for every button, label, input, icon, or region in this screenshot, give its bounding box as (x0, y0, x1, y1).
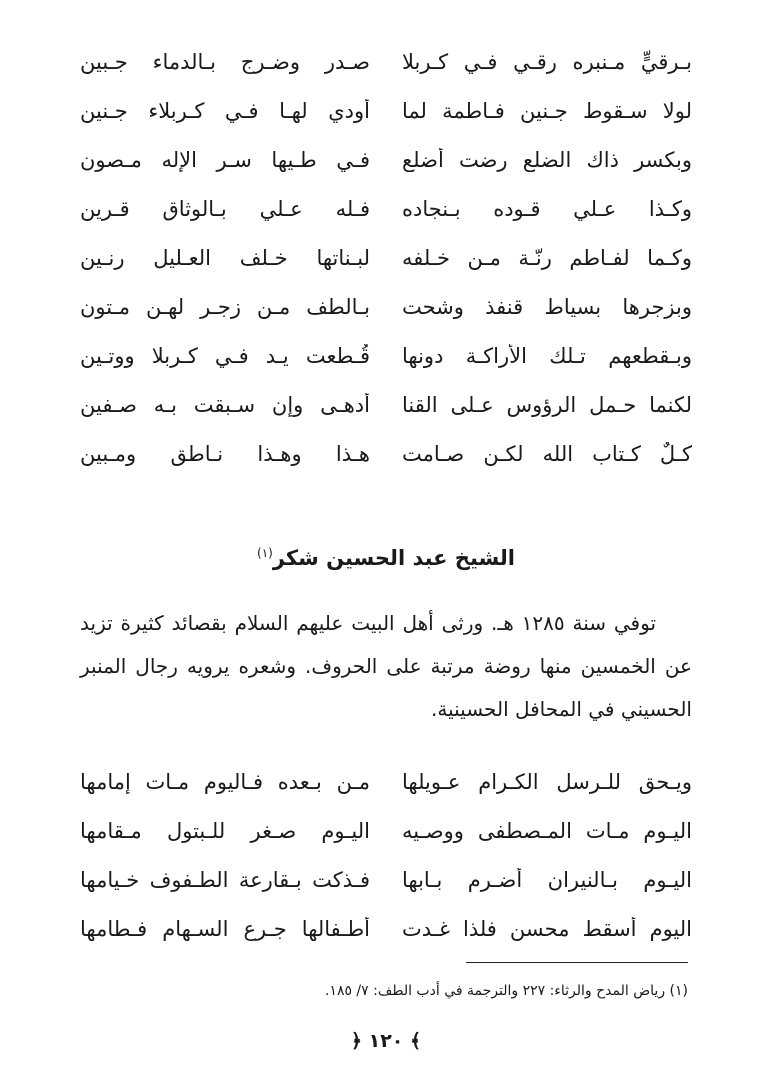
verse-first-hemistich: بـرقيٍّ مـنبره رقـي فـي كـربلا (402, 49, 692, 74)
footnote-divider (466, 962, 688, 963)
verse-second-hemistich: صـدر وضـرج بـالدماء جـبين (80, 49, 370, 74)
verse-first-hemistich: كـلٌ كـتاب الله لكـن صـامت (402, 441, 692, 466)
verse-row (80, 282, 692, 331)
footnote: (١) رياض المدح والرثاء: ٢٢٧ والترجمة في أدب الطف: ٧/ ١٨٥. (324, 983, 688, 999)
verse-row (80, 233, 692, 282)
verse-second-hemistich: أودي لهـا فـي كـربلاء جـنين (80, 98, 370, 123)
verse-row (80, 380, 692, 429)
verse-first-hemistich: لولا سـقوط جـنين فـاطمة لما (402, 98, 692, 123)
verse-row (80, 331, 692, 380)
verse-first-hemistich: وبـقطعهم تـلك الأراكـة دونها (402, 343, 692, 368)
verse-first-hemistich: وبكسر ذاك الضلع رضت أضلع (402, 147, 692, 172)
verse-row (80, 806, 692, 855)
verse-second-hemistich: قُـطعت يـد فـي كـربلا ووتـين (80, 343, 370, 368)
verse-row (80, 37, 692, 86)
verse-second-hemistich: أدهـى وإن سـبقت بـه صـفين (80, 392, 370, 417)
verse-second-hemistich: فـي طـيها سـر الإله مـصون (80, 147, 370, 172)
verse-first-hemistich: ويـحق للـرسل الكـرام عـويلها (402, 769, 692, 794)
verse-second-hemistich: فـذكت بـقارعة الطـفوف خـيامها (80, 867, 370, 892)
section-title: الشيخ عبد الحسين شكر (272, 546, 515, 570)
verse-first-hemistich: وكـما لفـاطم رنّـة مـن خـلفه (402, 245, 692, 270)
biography-paragraph: توفي سنة ١٢٨٥ هـ. ورثى أهل البيت عليهم السلام بقصائد كثيرة تزيد عن الخمسين منها روضة مرتبة على الحروف. وشعره يرويه رجال المنبر الحسيني في المحافل الحسينية. (80, 611, 692, 721)
verse-second-hemistich: فـله عـلي بـالوثاق قـرين (80, 196, 370, 221)
page-number: ﴾ ١٢٠ ﴿ (350, 1030, 422, 1052)
verse-row (80, 855, 692, 904)
verse-second-hemistich: اليـوم صـغر للـبتول مـقامها (80, 818, 370, 843)
verse-row (80, 135, 692, 184)
verse-first-hemistich: لكنما حـمل الرؤوس عـلى القنا (402, 392, 692, 417)
verse-first-hemistich: وبزجرها بسياط قنفذ وشحت (402, 294, 692, 319)
poem-verses-top (80, 37, 692, 478)
verse-second-hemistich: أطـفالها جـرع السـهام فـطامها (80, 916, 370, 941)
verse-row (80, 757, 692, 806)
footnote-reference: (١) (257, 546, 273, 560)
verse-row (80, 904, 692, 953)
poem-verses-bottom (80, 757, 692, 953)
verse-first-hemistich: اليـوم مـات المـصطفى ووصـيه (402, 818, 692, 843)
verse-second-hemistich: لبـناتها خـلف العـليل رنـين (80, 245, 370, 270)
verse-first-hemistich: اليـوم بـالنيران أضـرم بـابها (402, 867, 692, 892)
section-heading (80, 546, 692, 570)
verse-row (80, 184, 692, 233)
verse-first-hemistich: وكـذا عـلي قـوده بـنجاده (402, 196, 692, 221)
verse-second-hemistich: هـذا وهـذا نـاطق ومـبين (80, 441, 370, 466)
verse-second-hemistich: مـن بـعده فـاليوم مـات إمامها (80, 769, 370, 794)
verse-row (80, 429, 692, 478)
verse-second-hemistich: بـالطف مـن زجـر لهـن مـتون (80, 294, 370, 319)
verse-first-hemistich: اليوم أسقط محسن فلذا غـدت (402, 916, 692, 941)
verse-row (80, 86, 692, 135)
